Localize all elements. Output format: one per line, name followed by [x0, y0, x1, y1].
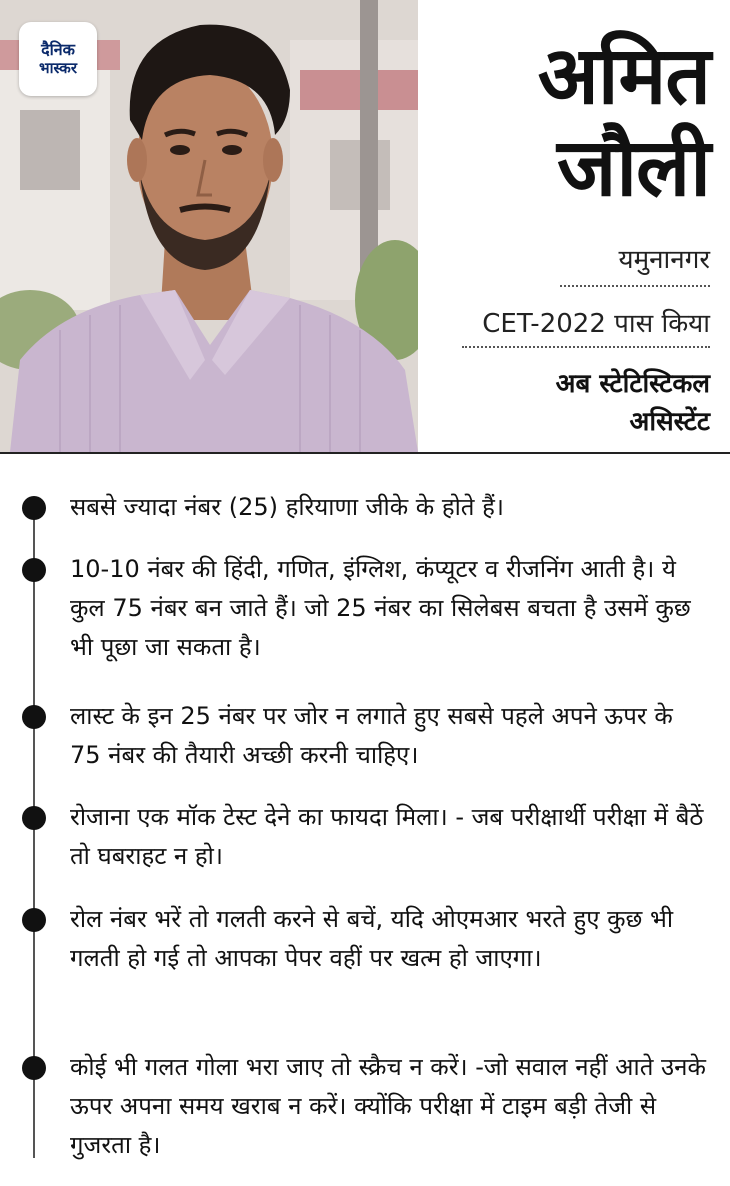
role-label — [556, 365, 710, 441]
tips-list — [0, 480, 730, 1180]
section-divider — [0, 452, 730, 454]
person-name — [538, 30, 710, 214]
logo-line-2: भास्कर — [39, 59, 77, 77]
tip-item: सबसे ज्यादा नंबर (25) हरियाणा जीके के होते हैं। — [70, 493, 504, 521]
role-line-2: असिस्टेंट — [629, 407, 710, 437]
profile-photo — [0, 0, 418, 452]
city-label: यमुनानगर — [618, 245, 710, 275]
logo-line-1: दैनिक — [41, 40, 75, 59]
bullet-icon — [22, 705, 46, 729]
dotted-divider — [560, 285, 710, 287]
tip-item: 10-10 नंबर की हिंदी, गणित, इंग्लिश, कंप्यूटर व रीजनिंग आती है। ये कुल 75 नंबर बन जाते हैं। जो 25 नंबर का सिलेबस बचता है उसमें कुछ भी पूछा जा सकता है। — [70, 555, 691, 661]
tip-item: लास्ट के इन 25 नंबर पर जोर न लगाते हुए सबसे पहले अपने ऊपर के 75 नंबर की तैयारी अच्छी करनी चाहिए। — [70, 702, 673, 769]
profile-header — [0, 0, 730, 452]
profile-info — [418, 0, 730, 452]
role-line-1: अब स्टेटिस्टिकल — [555, 369, 710, 399]
dotted-divider — [462, 346, 710, 348]
bullet-icon — [22, 558, 46, 582]
bullet-icon — [22, 908, 46, 932]
bullet-icon — [22, 1056, 46, 1080]
bullet-icon — [22, 806, 46, 830]
name-first: अमित — [537, 29, 710, 122]
dainik-bhaskar-logo — [19, 22, 97, 96]
bullet-icon — [22, 496, 46, 520]
tip-item: रोजाना एक मॉक टेस्ट देने का फायदा मिला। - जब परीक्षार्थी परीक्षा में बैठें तो घबराहट न हो। — [70, 803, 704, 870]
tip-item: कोई भी गलत गोला भरा जाए तो स्क्रैच न करें। -जो सवाल नहीं आते उनके ऊपर अपना समय खराब न करें। क्योंकि परीक्षा में टाइम बड़ी तेजी से गुजरता है। — [70, 1053, 706, 1159]
exam-label: CET-2022 पास किया — [482, 309, 710, 339]
tip-item: रोल नंबर भरें तो गलती करने से बचें, यदि ओएमआर भरते हुए कुछ भी गलती हो गई तो आपका पेपर वहीं पर खत्म हो जाएगा। — [70, 905, 674, 972]
name-last: जौली — [556, 121, 710, 214]
